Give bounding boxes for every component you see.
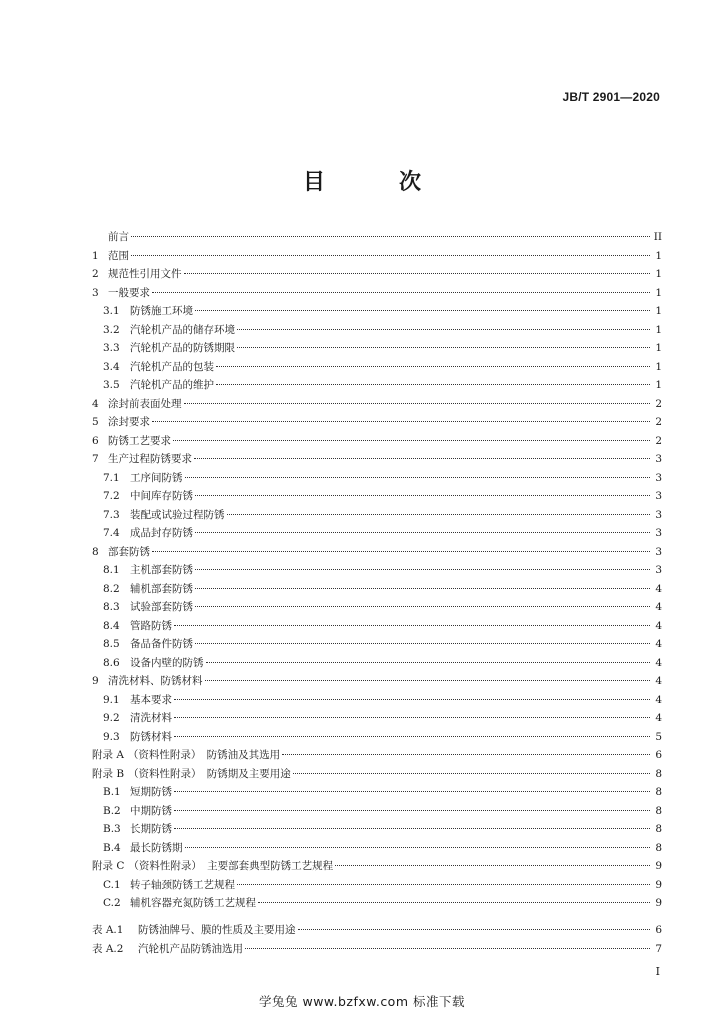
- dot-leader: [184, 273, 651, 274]
- list-of-tables: [92, 921, 662, 958]
- toc-entry[interactable]: [92, 857, 662, 876]
- dot-leader: [258, 902, 650, 903]
- toc-entry-page: 1: [655, 360, 662, 373]
- dot-leader: [174, 625, 650, 626]
- toc-entry-title: 部套防锈: [108, 545, 150, 558]
- dot-leader: [131, 255, 650, 256]
- toc-entry-title: 最长防锈期: [130, 841, 183, 854]
- toc-entry-title: 清洗材料: [130, 712, 172, 724]
- toc-entry-title: 一般要求: [108, 286, 150, 299]
- toc-entry-number: 3.3: [103, 342, 120, 354]
- dot-leader: [216, 384, 650, 385]
- page-number: I: [655, 965, 660, 978]
- toc-entry-number: 8.5: [103, 638, 120, 650]
- footer-watermark: 学兔兔 www.bzfxw.com 标准下载: [259, 994, 465, 1009]
- toc-entry[interactable]: [92, 358, 662, 377]
- toc-entry-number: 8.4: [103, 619, 120, 632]
- toc-entry-number: B.4: [103, 841, 121, 854]
- toc-entry-page: 3: [655, 508, 662, 521]
- toc-entry-number: 附录 A: [92, 749, 124, 761]
- toc-entry-title: 汽轮机产品的维护: [130, 379, 214, 391]
- toc-entry-title: 防锈油牌号、膜的性质及主要用途: [138, 924, 296, 936]
- toc-entry-page: 4: [655, 619, 662, 632]
- dot-leader: [185, 847, 651, 848]
- toc-entry-page: 4: [655, 582, 662, 595]
- standard-code: JB/T 2901—2020: [562, 90, 660, 104]
- toc-entry-number: 3.1: [103, 305, 120, 317]
- dot-leader: [173, 440, 650, 441]
- toc-entry[interactable]: [92, 580, 662, 599]
- toc-entry[interactable]: [92, 247, 662, 266]
- table-of-contents: [92, 228, 662, 913]
- toc-entry-title: 辅机部套防锈: [130, 582, 193, 595]
- toc-entry-title: 规范性引用文件: [108, 268, 182, 280]
- toc-entry[interactable]: [92, 635, 662, 654]
- toc-entry-number: 8.1: [103, 564, 120, 576]
- toc-entry-page: 6: [655, 749, 662, 761]
- toc-entry-page: 6: [655, 924, 662, 936]
- toc-entry-page: 7: [655, 942, 662, 955]
- toc-entry-title: 涂封前表面处理: [108, 397, 182, 410]
- dot-leader: [152, 292, 650, 293]
- toc-entry-page: 8: [655, 804, 662, 817]
- toc-entry-title: 清洗材料、防锈材料: [108, 675, 203, 687]
- toc-entry[interactable]: [92, 783, 662, 802]
- dot-leader: [195, 532, 650, 533]
- dot-leader: [335, 865, 650, 866]
- dot-leader: [195, 588, 650, 589]
- toc-entry-page: 8: [655, 823, 662, 835]
- dot-leader: [205, 680, 651, 681]
- toc-entry-number: 3.4: [103, 360, 120, 373]
- toc-entry[interactable]: [92, 940, 662, 959]
- toc-entry[interactable]: [92, 617, 662, 636]
- dot-leader: [293, 773, 650, 774]
- dot-leader: [282, 754, 650, 755]
- toc-entry-page: 5: [655, 730, 662, 743]
- dot-leader: [245, 948, 650, 949]
- dot-leader: [185, 477, 651, 478]
- toc-entry-number: 7.3: [103, 508, 120, 521]
- toc-entry[interactable]: [92, 228, 662, 247]
- dot-leader: [174, 699, 650, 700]
- dot-leader: [174, 810, 650, 811]
- toc-entry-number: C.2: [103, 897, 121, 909]
- toc-entry-page: 8: [655, 786, 662, 798]
- toc-entry-page: 2: [655, 434, 662, 447]
- dot-leader: [174, 791, 650, 792]
- dot-leader: [152, 421, 650, 422]
- toc-entry-page: 1: [655, 379, 662, 391]
- dot-leader: [237, 884, 650, 885]
- toc-entry-title: 涂封要求: [108, 416, 150, 428]
- toc-entry-title: 防锈施工环境: [130, 305, 193, 317]
- toc-entry-number: 9.2: [103, 712, 120, 724]
- toc-entry-number: 9.3: [103, 730, 120, 743]
- dot-leader: [227, 514, 651, 515]
- toc-entry[interactable]: [92, 395, 662, 414]
- toc-entry-page: 4: [655, 638, 662, 650]
- toc-entry-number: 4: [92, 397, 99, 410]
- toc-entry-title: 设备内壁的防锈: [130, 656, 204, 669]
- toc-entry[interactable]: [92, 321, 662, 340]
- toc-entry-number: 3.2: [103, 323, 120, 336]
- toc-entry-page: 8: [655, 767, 662, 780]
- dot-leader: [195, 569, 650, 570]
- toc-entry-page: 1: [655, 268, 662, 280]
- toc-entry[interactable]: [92, 561, 662, 580]
- toc-entry-number: 附录 B: [92, 767, 125, 780]
- page-title: 目 次: [302, 170, 447, 195]
- toc-entry-title: 生产过程防锈要求: [108, 453, 192, 465]
- toc-entry[interactable]: [92, 376, 662, 395]
- toc-entry-page: 3: [655, 490, 662, 502]
- toc-entry[interactable]: [92, 543, 662, 562]
- toc-entry-number: 1: [92, 249, 99, 262]
- toc-entry-number: C.1: [103, 878, 121, 891]
- toc-entry-title: 长期防锈: [130, 823, 172, 835]
- toc-entry-number: 表 A.2: [92, 942, 124, 955]
- toc-entry-number: B.1: [103, 786, 121, 798]
- toc-entry-page: 9: [655, 897, 662, 909]
- toc-entry[interactable]: [92, 765, 662, 784]
- toc-entry[interactable]: [92, 839, 662, 858]
- toc-entry-title: 主机部套防锈: [130, 564, 193, 576]
- toc-entry-title: 成品封存防锈: [130, 527, 193, 539]
- dot-leader: [195, 606, 650, 607]
- toc-entry-number: 8.3: [103, 601, 120, 613]
- toc-entry-page: 1: [655, 305, 662, 317]
- toc-entry[interactable]: [92, 746, 662, 765]
- toc-entry-page: 3: [655, 527, 662, 539]
- toc-entry-number: B.3: [103, 823, 121, 835]
- toc-entry[interactable]: [92, 894, 662, 913]
- toc-entry[interactable]: [92, 672, 662, 691]
- toc-entry-page: 4: [655, 675, 662, 687]
- dot-leader: [152, 551, 650, 552]
- toc-entry-page: 3: [655, 564, 662, 576]
- toc-entry-page: II: [653, 231, 662, 243]
- toc-entry-title: 汽轮机产品的包装: [130, 360, 214, 373]
- toc-entry-page: 9: [655, 878, 662, 891]
- toc-entry-title: 工序间防锈: [130, 471, 183, 484]
- toc-entry-number: 9.1: [103, 693, 120, 706]
- toc-entry[interactable]: [92, 820, 662, 839]
- toc-entry-number: 7: [92, 453, 99, 465]
- toc-entry-page: 3: [655, 545, 662, 558]
- toc-entry[interactable]: [92, 284, 662, 303]
- dot-leader: [237, 329, 650, 330]
- toc-entry-number: 7.2: [103, 490, 120, 502]
- dot-leader: [174, 736, 650, 737]
- toc-entry-title: （资料性附录） 防锈期及主要用途: [128, 767, 291, 780]
- toc-entry-number: 2: [92, 268, 99, 280]
- toc-entry-title: 汽轮机产品防锈油选用: [138, 942, 243, 955]
- toc-entry-page: 1: [655, 342, 662, 354]
- toc-entry-title: 转子轴颈防锈工艺规程: [130, 878, 235, 891]
- toc-entry-title: 装配或试验过程防锈: [130, 508, 225, 521]
- toc-entry-title: 试验部套防锈: [130, 601, 193, 613]
- toc-entry[interactable]: [92, 709, 662, 728]
- toc-entry-title: 基本要求: [130, 693, 172, 706]
- toc-entry-page: 4: [655, 601, 662, 613]
- toc-entry-number: 8: [92, 545, 99, 558]
- toc-entry[interactable]: [92, 487, 662, 506]
- toc-entry-page: 3: [655, 471, 662, 484]
- toc-entry[interactable]: [92, 802, 662, 821]
- toc-entry-title: 范围: [108, 249, 129, 262]
- toc-entry-title: 防锈工艺要求: [108, 434, 171, 447]
- dot-leader: [195, 495, 650, 496]
- toc-entry-title: 前言: [108, 231, 129, 243]
- toc-entry-page: 9: [655, 860, 662, 872]
- toc-entry[interactable]: [92, 691, 662, 710]
- toc-entry[interactable]: [92, 413, 662, 432]
- toc-entry[interactable]: [92, 921, 662, 940]
- toc-entry[interactable]: [92, 302, 662, 321]
- toc-entry-title: 汽轮机产品的防锈期限: [130, 342, 235, 354]
- toc-entry[interactable]: [92, 876, 662, 895]
- dot-leader: [237, 347, 650, 348]
- toc-entry-title: （资料性附录） 主要部套典型防锈工艺规程: [128, 860, 334, 872]
- toc-entry-number: 3.5: [103, 379, 120, 391]
- dot-leader: [174, 717, 650, 718]
- toc-entry[interactable]: [92, 728, 662, 747]
- dot-leader: [195, 643, 650, 644]
- toc-entry[interactable]: [92, 654, 662, 673]
- toc-entry-page: 2: [655, 416, 662, 428]
- toc-entry-page: 3: [655, 453, 662, 465]
- dot-leader: [174, 828, 650, 829]
- toc-entry[interactable]: [92, 469, 662, 488]
- toc-entry-title: 短期防锈: [130, 786, 172, 798]
- toc-entry-number: 5: [92, 416, 99, 428]
- toc-entry[interactable]: [92, 265, 662, 284]
- toc-entry-number: 7.4: [103, 527, 120, 539]
- toc-entry-page: 4: [655, 712, 662, 724]
- toc-entry-title: 中期防锈: [130, 804, 172, 817]
- dot-leader: [206, 662, 651, 663]
- dot-leader: [194, 458, 650, 459]
- toc-entry-title: 防锈材料: [130, 730, 172, 743]
- toc-entry-page: 2: [655, 397, 662, 410]
- toc-entry[interactable]: [92, 432, 662, 451]
- toc-entry-title: 管路防锈: [130, 619, 172, 632]
- toc-entry-number: 8.6: [103, 656, 120, 669]
- toc-entry-number: B.2: [103, 804, 121, 817]
- toc-entry-page: 1: [655, 323, 662, 336]
- toc-entry-title: （资料性附录） 防锈油及其选用: [127, 749, 281, 761]
- toc-entry-page: 1: [655, 286, 662, 299]
- dot-leader: [131, 236, 650, 237]
- toc-entry[interactable]: [92, 598, 662, 617]
- toc-entry-number: 7.1: [103, 471, 120, 484]
- toc-entry[interactable]: [92, 339, 662, 358]
- toc-entry[interactable]: [92, 450, 662, 469]
- toc-entry-page: 1: [655, 249, 662, 262]
- toc-entry-number: 3: [92, 286, 99, 299]
- dot-leader: [195, 310, 650, 311]
- toc-entry-title: 中间库存防锈: [130, 490, 193, 502]
- toc-entry-title: 辅机容器充氮防锈工艺规程: [130, 897, 256, 909]
- dot-leader: [298, 929, 651, 930]
- toc-entry[interactable]: [92, 524, 662, 543]
- toc-entry-number: 附录 C: [92, 860, 125, 872]
- dot-leader: [184, 403, 651, 404]
- toc-entry-number: 8.2: [103, 582, 120, 595]
- toc-entry-title: 备品备件防锈: [130, 638, 193, 650]
- toc-entry-number: 表 A.1: [92, 924, 124, 936]
- dot-leader: [216, 366, 650, 367]
- toc-entry-number: 9: [92, 675, 99, 687]
- toc-entry-number: 6: [92, 434, 99, 447]
- toc-entry-page: 4: [655, 693, 662, 706]
- toc-entry-page: 8: [655, 841, 662, 854]
- toc-entry[interactable]: [92, 506, 662, 525]
- toc-entry-title: 汽轮机产品的储存环境: [130, 323, 235, 336]
- toc-entry-page: 4: [655, 656, 662, 669]
